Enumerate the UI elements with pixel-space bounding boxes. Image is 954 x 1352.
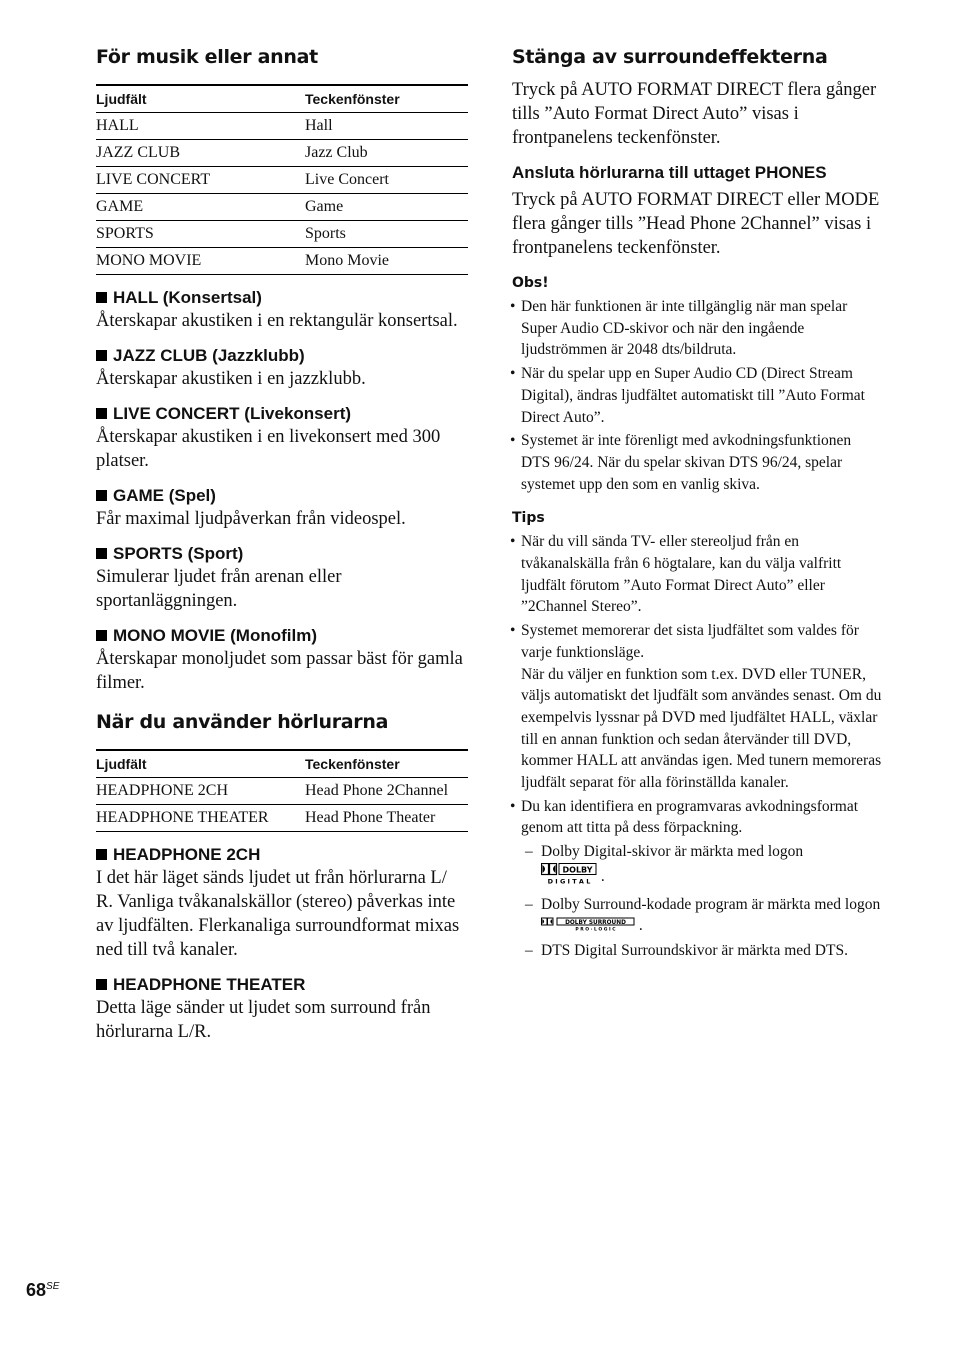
table-header-row (96, 750, 468, 778)
table-cell: LIVE CONCERT (96, 167, 305, 194)
table-cell: Live Concert (305, 167, 468, 194)
table-row (96, 221, 468, 248)
surround-off-text: Tryck på AUTO FORMAT DIRECT flera gånger tills ”Auto Format Direct Auto” visas i frontpanelens teckenfönster. (512, 80, 877, 148)
table-row (96, 805, 468, 832)
table-cell: Jazz Club (305, 140, 468, 167)
bullet: • (510, 533, 516, 551)
section-mono-movie (96, 625, 468, 695)
left-column (96, 44, 468, 1044)
table-row (96, 248, 468, 275)
section-headphone-theater (96, 974, 468, 1044)
table-cell: HEADPHONE 2CH (96, 778, 305, 805)
table-cell: Mono Movie (305, 248, 468, 275)
list-item: • Systemet är inte förenligt med avkodningsfunktionen DTS 96/24. När du spelar skivan DTS 96/24, spelar systemet upp den som en vanlig skiva. (510, 432, 852, 493)
table-row (96, 167, 468, 194)
col-header-teckenfonster: Teckenfönster (305, 750, 468, 778)
table-cell: Head Phone 2Channel (305, 778, 468, 805)
dash: – (525, 843, 533, 861)
section-title: HALL (Konsertsal) (96, 287, 468, 309)
bullet: • (510, 622, 516, 640)
section-text: Återskapar akustiken i en livekonsert med 300 platser. (96, 427, 441, 471)
table-row (96, 778, 468, 805)
list-item: • Systemet memorerar det sista ljudfältet som valdes för varje funktionsläge. När du väljer en funktion som t.ex. DVD eller TUNER, väljs automatiskt det ljudfält som användes senast. Om du exempelvis lyssnar på DVD med ljudfältet HALL, växlar till en annan funktion och sedan återvänder till DVD, kommer HALL att användas igen. Med tunern memoreras ljudfält separat för alla förinställda kanaler. (510, 622, 882, 792)
table-cell: HALL (96, 113, 305, 140)
dash: – (525, 941, 533, 959)
section-hall (96, 287, 468, 333)
section-text: Simulerar ljudet från arenan eller sportanläggningen. (96, 567, 342, 611)
section-title: LIVE CONCERT (Livekonsert) (96, 403, 468, 425)
bullet: • (510, 298, 516, 315)
list-item: • Den här funktionen är inte tillgänglig när man spelar Super Audio CD-skivor och när den ingående ljudströmmen är 2048 dts/bildruta. (510, 298, 848, 359)
list-item: • När du spelar upp en Super Audio CD (Direct Stream Digital), ändras ljudfältet automatiskt till ”Auto Format Direct Auto”. (510, 365, 865, 426)
section-text: Detta läge sänder ut ljudet som surround från hörlurarna L/R. (96, 998, 431, 1042)
phones-text: Tryck på AUTO FORMAT DIRECT eller MODE flera gånger tills ”Head Phone 2Channel” visas i frontpanelens teckenfönster. (512, 190, 880, 258)
col-header-teckenfonster: Teckenfönster (305, 85, 468, 113)
svg-text:P R O · L O G I C: P R O · L O G I C (575, 927, 616, 931)
section-jazz-club (96, 345, 468, 391)
table-header-row (96, 85, 468, 113)
section-title: JAZZ CLUB (Jazzklubb) (96, 345, 468, 367)
tips-heading: Tips (512, 510, 545, 527)
section-text: I det här läget sänds ljudet ut från hörlurarna L/ R. Vanliga tvåkanalskällor (stereo) påverkas inte av ljudfälten. Flerkanaliga surroundformat mixas ned till två kanaler. (96, 868, 460, 960)
section-live-concert (96, 403, 468, 473)
square-bullet-icon (96, 408, 107, 419)
svg-text:D I G I T A L: D I G I T A L (547, 877, 591, 885)
music-heading: För musik eller annat (96, 46, 318, 68)
section-text: Återskapar akustiken i en rektangulär konsertsal. (96, 311, 458, 331)
svg-text:DOLBY: DOLBY (562, 865, 593, 875)
table-cell: HEADPHONE THEATER (96, 805, 305, 832)
section-game (96, 485, 468, 531)
col-header-ljudfalt: Ljudfält (96, 750, 305, 778)
list-item: • När du vill sända TV- eller stereoljud från en tvåkanalskälla från 6 högtalare, kan du välja valfritt ljudfält förutom ”Auto Format Direct Auto” eller ”2Channel Stereo”. (510, 533, 842, 616)
svg-text:DOLBY SURROUND: DOLBY SURROUND (565, 919, 626, 926)
page-suffix: SE (46, 1281, 60, 1292)
square-bullet-icon (96, 490, 107, 501)
table-cell: Hall (305, 113, 468, 140)
section-sports (96, 543, 468, 613)
section-title: GAME (Spel) (96, 485, 468, 507)
format-list (521, 841, 884, 961)
table-cell: Head Phone Theater (305, 805, 468, 832)
square-bullet-icon (96, 350, 107, 361)
headphone-heading: När du använder hörlurarna (96, 711, 389, 733)
table-cell: SPORTS (96, 221, 305, 248)
table-cell: JAZZ CLUB (96, 140, 305, 167)
table-cell: Game (305, 194, 468, 221)
list-item: – Dolby Digital-skivor är märkta med logon DOLBY D I G I T A L . (521, 841, 884, 891)
square-bullet-icon (96, 849, 107, 860)
bullet: • (510, 797, 516, 815)
section-text: Återskapar akustiken i en jazzklubb. (96, 369, 366, 389)
music-table (96, 84, 468, 275)
dolby-digital-logo-icon (541, 863, 597, 892)
section-text: Återskapar monoljudet som passar bäst för gamla filmer. (96, 649, 463, 693)
table-row (96, 140, 468, 167)
surround-off-heading: Stänga av surroundeffekterna (512, 46, 828, 68)
list-item: • Du kan identifiera en programvaras avkodningsformat genom att titta på dess förpackning. – Dolby Digital-skivor är märkta med logon DOLBY D I G I T A L . – Dolby Surround-kodade program är märkta med logon DOLBY SURROUND P R O · L O G I C . – DTS Digital Surroundskivor är märkta med DTS. (512, 796, 884, 962)
col-header-ljudfalt: Ljudfält (96, 85, 305, 113)
table-row (96, 194, 468, 221)
square-bullet-icon (96, 630, 107, 641)
square-bullet-icon (96, 979, 107, 990)
headphone-table (96, 749, 468, 832)
dolby-surround-pro-logic-logo-icon (541, 916, 635, 938)
table-cell: MONO MOVIE (96, 248, 305, 275)
section-title: MONO MOVIE (Monofilm) (96, 625, 468, 647)
section-title: HEADPHONE 2CH (96, 844, 468, 866)
list-item: – Dolby Surround-kodade program är märkta med logon DOLBY SURROUND P R O · L O G I C . (521, 894, 884, 938)
square-bullet-icon (96, 292, 107, 303)
page-number: $68^{SE}$ (26, 1280, 60, 1300)
section-headphone-2ch (96, 844, 468, 962)
table-cell: GAME (96, 194, 305, 221)
right-column (512, 44, 884, 963)
table-cell: Sports (305, 221, 468, 248)
section-text: Får maximal ljudpåverkan från videospel. (96, 509, 406, 529)
table-row (96, 113, 468, 140)
list-item: – DTS Digital Surroundskivor är märkta med DTS. (521, 940, 884, 962)
dash: – (525, 895, 533, 913)
obs-heading: Obs! (512, 275, 549, 291)
obs-list (512, 296, 884, 495)
phones-heading: Ansluta hörlurarna till uttaget PHONES (512, 163, 827, 182)
square-bullet-icon (96, 548, 107, 559)
bullet: • (510, 365, 516, 383)
section-title: SPORTS (Sport) (96, 543, 468, 565)
tips-list (512, 531, 884, 961)
bullet: • (510, 432, 516, 450)
section-title: HEADPHONE THEATER (96, 974, 468, 996)
